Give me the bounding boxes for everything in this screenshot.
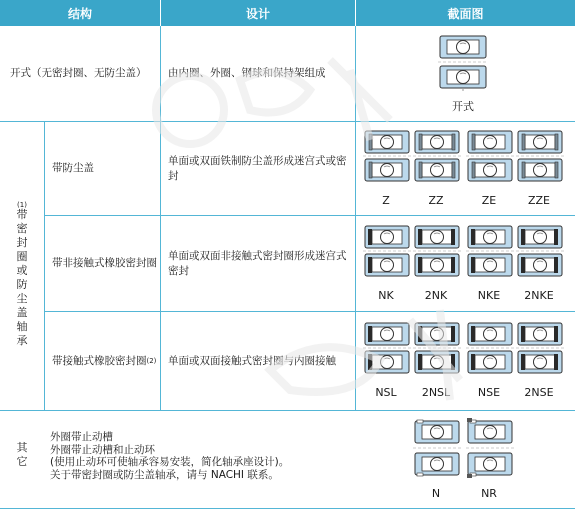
bearing-z-icon <box>363 128 411 184</box>
variant-label: NR <box>481 487 497 500</box>
shield-design: 单面或双面铁制防尘盖形成迷宫式或密封 <box>168 154 347 182</box>
noncontact-seal-structure: 带非接触式橡胶密封圈 <box>52 257 157 269</box>
contact-seal-design: 单面或双面接触式密封圈与内圈接触 <box>168 354 336 367</box>
variant-label: 2NK <box>424 289 448 302</box>
open-structure: 开式（无密封圈、无防尘盖） <box>10 67 147 79</box>
variant-label: ZZ <box>428 194 444 207</box>
open-design: 由内圈、外圈、钢球和保持架组成 <box>168 67 326 79</box>
row-divider <box>0 410 575 411</box>
col-divider <box>44 122 45 410</box>
variant-label: Z <box>382 194 390 207</box>
variant-label: 2NSE <box>524 386 554 399</box>
bearing-nr-icon <box>466 418 514 478</box>
bearing-nk-icon <box>363 223 411 279</box>
bearing-2nsl-icon <box>413 320 461 376</box>
col-divider <box>160 26 161 411</box>
bearing-open-icon <box>438 33 488 91</box>
bearing-nke-icon <box>466 223 514 279</box>
bearing-zz-icon <box>413 128 461 184</box>
noncontact-seal-design: 单面或双面非接触式密封圈形成迷宫式密封 <box>168 249 347 277</box>
variant-label: 2NKE <box>524 289 554 302</box>
open-label: 开式 <box>452 100 474 113</box>
variant-label: ZZE <box>527 194 551 207</box>
bearing-ze-icon <box>466 128 514 184</box>
variant-label: ZE <box>481 194 497 207</box>
header-design: 设计 <box>161 0 355 26</box>
shield-structure: 带防尘盖 <box>52 162 94 174</box>
variant-label: NKE <box>477 289 501 302</box>
variant-label: NK <box>378 289 394 302</box>
other-label: 其 它 <box>16 441 28 468</box>
sealed-group-label: 带 密 封 圈 或 防 尘 盖 轴 承 <box>16 208 28 347</box>
bearing-2nse-icon <box>516 320 564 376</box>
bearing-nse-icon <box>466 320 514 376</box>
variant-label: NSE <box>477 386 501 399</box>
variant-label: N <box>431 487 441 500</box>
bearing-2nk-icon <box>413 223 461 279</box>
sealed-group-footnote: (1) <box>17 201 27 209</box>
bearing-zze-icon <box>516 128 564 184</box>
variant-label: NSL <box>375 386 397 399</box>
contact-seal-structure: 带接触式橡胶密封圈 (2) <box>52 354 157 367</box>
bearing-nsl-icon <box>363 320 411 376</box>
bearing-n-icon <box>413 418 461 478</box>
header-structure: 结构 <box>0 0 160 26</box>
other-description: 外圈带止动槽 外圈带止动槽和止动环 (使用止动环可使轴承容易安装，简化轴承座设计)。 关于带密封圈或防尘盖轴承，请与 NACHI 联系。 <box>50 431 290 481</box>
header-section: 截面图 <box>356 0 575 26</box>
variant-label: 2NSL <box>421 386 451 399</box>
col-divider <box>355 26 356 411</box>
bearing-2nke-icon <box>516 223 564 279</box>
